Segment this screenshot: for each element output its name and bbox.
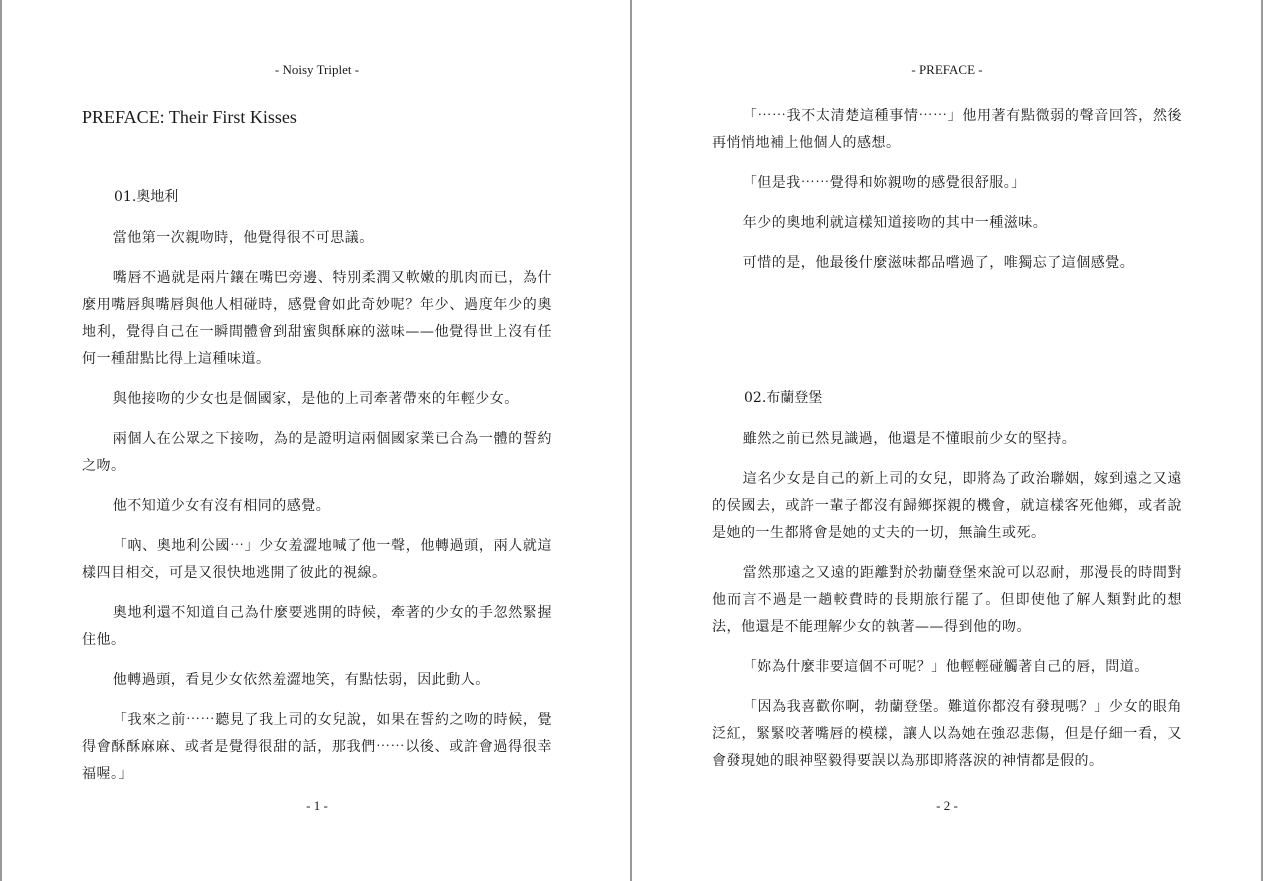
page-1	[82, 0, 552, 881]
paragraph: 奧地利還不知道自己為什麼要逃開的時候，牽著的少女的手忽然緊握住他。	[82, 605, 552, 648]
section-heading: 01.奧地利	[114, 189, 179, 205]
running-header: - PREFACE -	[911, 62, 983, 77]
paragraph: 這名少女是自己的新上司的女兒，即將為了政治聯姻，嫁到遠之又遠的侯國去，或許一輩子都沒有歸鄉探親的機會，就這樣客死他鄉，或者說是她的一生都將會是她的丈夫的一切，無論生或死。	[712, 471, 1182, 541]
paragraph: 「⋯⋯我不太清楚這種事情⋯⋯」他用著有點微弱的聲音回答，然後再悄悄地補上他個人的感想。	[712, 108, 1182, 151]
paragraph: 與他接吻的少女也是個國家，是他的上司牽著帶來的年輕少女。	[112, 391, 519, 407]
page-body	[82, 184, 552, 801]
paragraph: 可惜的是，他最後什麼滋味都品嚐過了，唯獨忘了這個感覺。	[742, 255, 1135, 271]
paragraph: 「因為我喜歡你啊，勃蘭登堡。難道你都沒有發現嗎？」少女的眼角泛紅，緊緊咬著嘴唇的模樣，讓人以為她在強忍悲傷，但是仔細一看，又會發現她的眼神堅毅得要誤以為那即將落淚的神情都是假的。	[712, 699, 1182, 769]
page-title: PREFACE: Their First Kisses	[82, 107, 297, 127]
paragraph: 當他第一次親吻時，他覺得很不可思議。	[112, 230, 374, 246]
paragraph: 「吶、奧地利公國⋯」少女羞澀地喊了他一聲，他轉過頭，兩人就這樣四目相交，可是又很快地逃開了彼此的視線。	[82, 538, 552, 581]
page-body	[712, 103, 1182, 788]
paragraph: 嘴唇不過就是兩片鑲在嘴巴旁邊、特別柔潤又軟嫩的肌肉而已，為什麼用嘴唇與嘴唇與他人相碰時，感覺會如此奇妙呢？年少、過度年少的奧地利，覺得自己在一瞬間體會到甜蜜與酥麻的滋味——他覺得世上沒有任何一種甜點比得上這種味道。	[82, 270, 552, 367]
paragraph: 他轉過頭，看見少女依然羞澀地笑，有點怯弱，因此動人。	[112, 672, 490, 688]
running-header: - Noisy Triplet -	[274, 62, 360, 77]
paragraph: 「妳為什麼非要這個不可呢？」他輕輕碰觸著自己的唇，問道。	[742, 659, 1149, 675]
page-number: - 2 -	[936, 798, 958, 813]
section-spacer	[712, 290, 1182, 385]
left-page-edge	[0, 0, 2, 881]
paragraph: 「我來之前⋯⋯聽見了我上司的女兒說，如果在誓約之吻的時候，覺得會酥酥麻麻、或者是覺得很甜的話，那我們⋯⋯以後、或許會過得很幸福喔。」	[82, 712, 552, 782]
paragraph: 雖然之前已然見識過，他還是不懂眼前少女的堅持。	[742, 431, 1077, 447]
paragraph: 年少的奧地利就這樣知道接吻的其中一種滋味。	[742, 215, 1048, 231]
paragraph: 當然那遠之又遠的距離對於勃蘭登堡來說可以忍耐，那漫長的時間對他而言不過是一趟較費時的長期旅行罷了。但即使他了解人類對此的想法，他還是不能理解少女的執著——得到他的吻。	[712, 565, 1182, 635]
page-spine-divider	[630, 0, 632, 881]
paragraph: 「但是我⋯⋯覺得和妳親吻的感覺很舒服。」	[742, 175, 1026, 191]
paragraph: 兩個人在公眾之下接吻，為的是證明這兩個國家業已合為一體的誓約之吻。	[82, 431, 552, 474]
section-heading: 02.布蘭登堡	[744, 390, 823, 406]
page-2	[712, 0, 1182, 881]
paragraph: 他不知道少女有沒有相同的感覺。	[112, 498, 331, 514]
page-number: - 1 -	[306, 798, 328, 813]
